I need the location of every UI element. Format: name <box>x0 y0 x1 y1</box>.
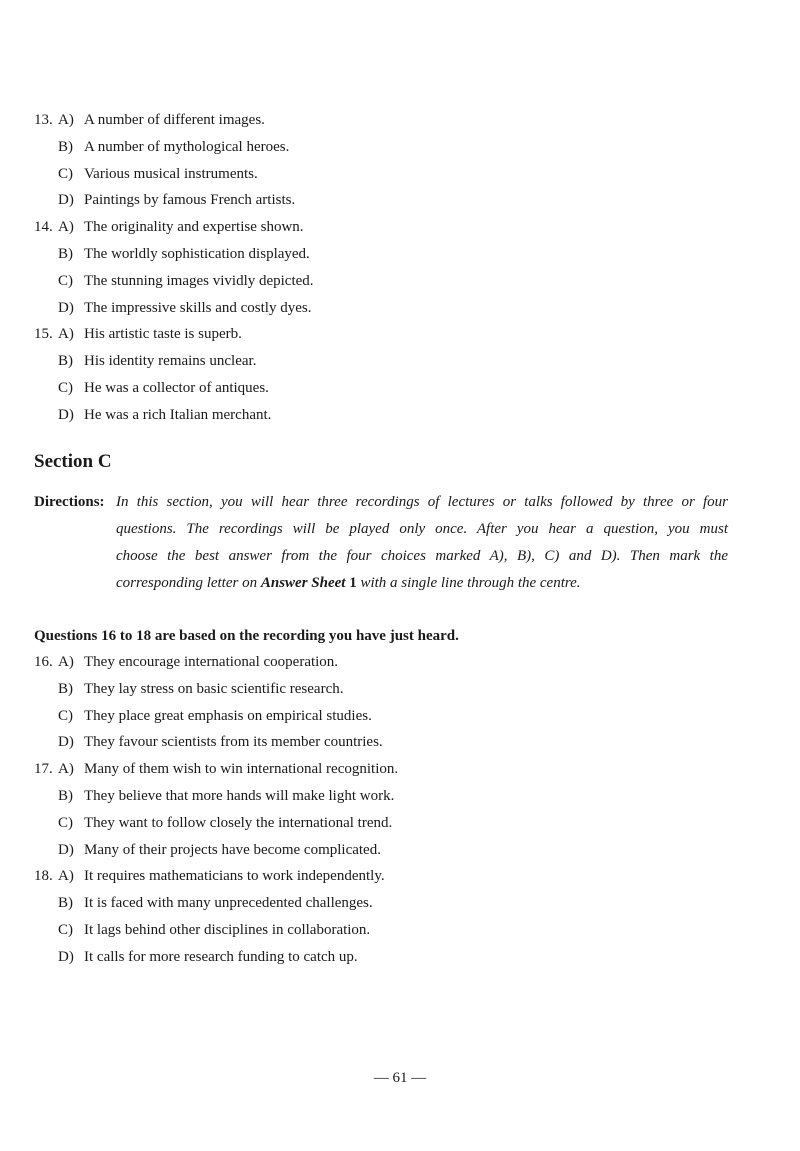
question-number: 13. <box>34 112 53 128</box>
option-text: It requires mathematicians to work independently. <box>84 868 385 885</box>
answer-option <box>0 137 800 157</box>
directions-line: In this section, you will hear three recordings of lectures or talks followed by three or four <box>116 494 728 510</box>
answer-option <box>0 271 800 291</box>
option-text: They favour scientists from its member countries. <box>84 734 383 751</box>
option-text: A number of mythological heroes. <box>84 138 290 155</box>
option-text: His artistic taste is superb. <box>84 326 242 343</box>
answer-option <box>0 217 800 237</box>
answer-option <box>0 759 800 779</box>
answer-option <box>0 813 800 833</box>
directions-text: corresponding letter on <box>116 575 258 591</box>
answer-option <box>0 920 800 940</box>
option-letter: C) <box>58 272 73 289</box>
answer-option <box>0 405 800 425</box>
option-text: They want to follow closely the international trend. <box>84 814 393 831</box>
question-number: 16. <box>34 654 53 670</box>
option-letter: D) <box>58 948 74 965</box>
question-group-heading: Questions 16 to 18 are based on the recording you have just heard. <box>34 628 459 644</box>
option-text: The worldly sophistication displayed. <box>84 246 310 262</box>
directions-text: with a single line through the centre. <box>360 575 581 591</box>
answer-option <box>0 947 800 967</box>
option-letter: B) <box>58 246 73 262</box>
option-text: Paintings by famous French artists. <box>84 192 296 209</box>
answer-option <box>0 190 800 210</box>
answer-option <box>0 324 800 344</box>
answer-option <box>0 706 800 726</box>
option-text: Many of them wish to win international recognition. <box>84 761 399 778</box>
option-text: He was a collector of antiques. <box>84 380 269 396</box>
option-text: They believe that more hands will make light work. <box>84 788 395 804</box>
option-text: His identity remains unclear. <box>84 353 257 370</box>
option-letter: C) <box>58 165 73 182</box>
option-text: The stunning images vividly depicted. <box>84 272 314 289</box>
option-text: Many of their projects have become complicated. <box>84 841 381 858</box>
answer-option <box>0 351 800 371</box>
option-letter: A) <box>58 112 74 128</box>
question-number: 15. <box>34 326 53 343</box>
question-number: 18. <box>34 868 53 885</box>
answer-option <box>0 378 800 398</box>
option-letter: D) <box>58 841 74 858</box>
answer-sheet-label: Answer Sheet <box>260 575 346 591</box>
answer-option <box>0 244 800 264</box>
answer-option <box>0 732 800 752</box>
option-letter: A) <box>58 868 74 885</box>
page-number: — 61 — <box>373 1070 427 1086</box>
option-text: It is faced with many unprecedented challenges. <box>84 895 373 912</box>
answer-option <box>0 110 800 130</box>
question-number: 14. <box>34 219 53 236</box>
section-title: Section C <box>34 451 112 472</box>
option-letter: A) <box>58 654 74 670</box>
answer-option <box>0 164 800 184</box>
answer-option <box>0 652 800 672</box>
answer-sheet-number: 1 <box>349 575 357 591</box>
option-text: The impressive skills and costly dyes. <box>84 299 312 316</box>
option-letter: A) <box>58 326 74 343</box>
option-letter: D) <box>58 734 74 751</box>
option-letter: A) <box>58 219 74 236</box>
option-letter: B) <box>58 680 73 697</box>
option-text: A number of different images. <box>84 112 265 128</box>
directions-line: questions. The recordings will be played only once. After you hear a question, you must <box>116 521 728 537</box>
option-text: He was a rich Italian merchant. <box>84 406 272 423</box>
answer-option <box>0 298 800 318</box>
option-letter: B) <box>58 788 73 804</box>
option-text: The originality and expertise shown. <box>84 219 304 236</box>
option-letter: D) <box>58 299 74 316</box>
option-letter: D) <box>58 406 74 423</box>
option-letter: C) <box>58 707 73 724</box>
directions-line: choose the best answer from the four choices marked A), B), C) and D). Then mark the <box>116 548 728 564</box>
option-letter: A) <box>58 761 74 778</box>
option-text: They encourage international cooperation. <box>84 654 339 670</box>
option-text: They lay stress on basic scientific research. <box>84 680 344 697</box>
option-text: Various musical instruments. <box>84 165 258 182</box>
option-text: It lags behind other disciplines in collaboration. <box>84 922 371 938</box>
option-text: They place great emphasis on empirical studies. <box>84 707 372 724</box>
option-letter: C) <box>58 922 73 938</box>
directions-label: Directions: <box>34 494 105 510</box>
option-letter: C) <box>58 380 73 396</box>
option-letter: C) <box>58 814 73 831</box>
directions-line <box>116 573 728 593</box>
answer-option <box>0 840 800 860</box>
option-letter: B) <box>58 138 73 155</box>
question-number: 17. <box>34 761 53 778</box>
answer-option <box>0 893 800 913</box>
option-letter: B) <box>58 895 73 912</box>
answer-option <box>0 679 800 699</box>
answer-option <box>0 866 800 886</box>
option-letter: D) <box>58 192 74 209</box>
option-letter: B) <box>58 353 73 370</box>
option-text: It calls for more research funding to catch up. <box>84 948 358 965</box>
answer-option <box>0 786 800 806</box>
